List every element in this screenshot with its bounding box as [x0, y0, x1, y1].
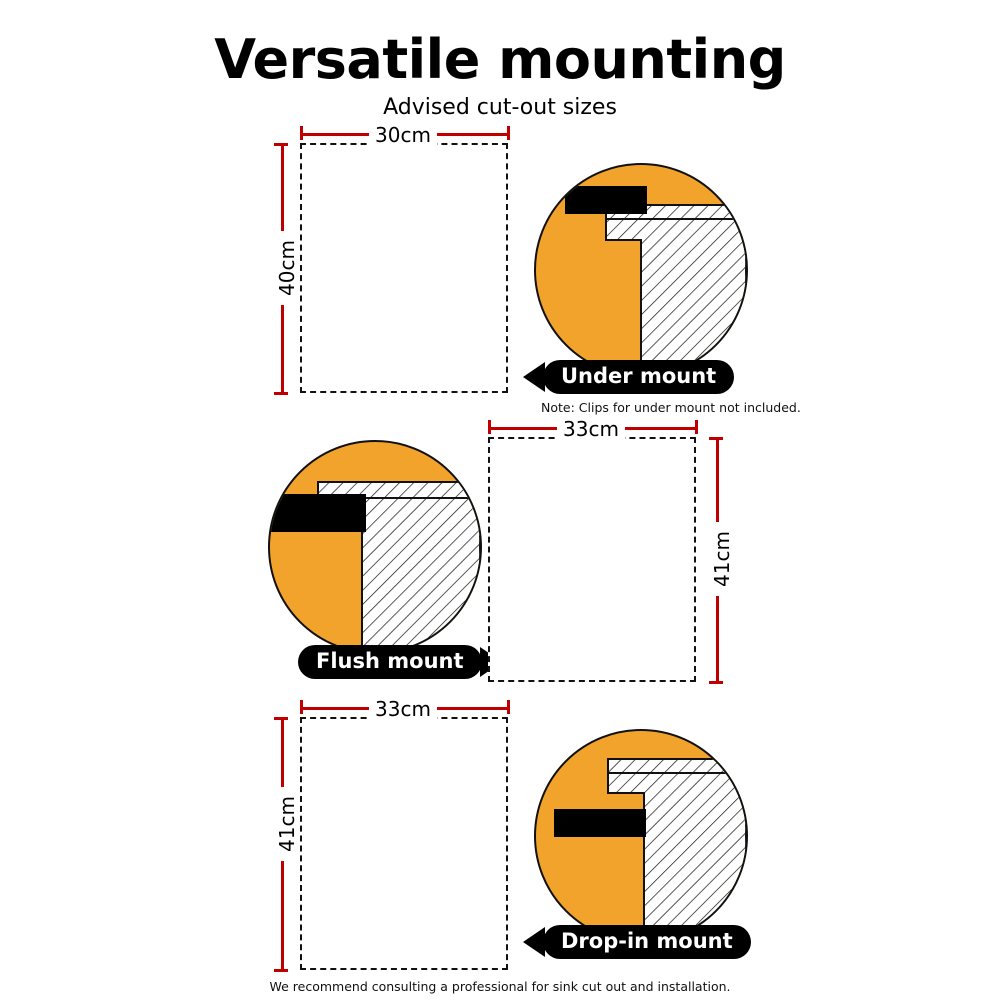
arrow-left-icon	[523, 927, 545, 957]
badge-under-mount	[523, 360, 734, 394]
cutout-rectangle-under-mount	[300, 143, 508, 393]
note-under-mount: Note: Clips for under mount not included.	[541, 400, 801, 415]
cutout-rectangle-flush-mount	[488, 437, 696, 682]
badge-label-drop-in-mount: Drop-in mount	[543, 925, 751, 959]
dimension-cap	[274, 969, 288, 972]
illustration-under-mount	[534, 163, 748, 377]
page-subtitle: Advised cut-out sizes	[383, 95, 617, 120]
dimension-cap	[300, 700, 303, 714]
cutout-rectangle-drop-in-mount	[300, 717, 508, 970]
badge-label-under-mount: Under mount	[543, 360, 734, 394]
badge-flush-mount	[298, 645, 502, 679]
dimension-cap	[274, 143, 288, 146]
arrow-left-icon	[523, 362, 545, 392]
dimension-cap	[300, 126, 303, 140]
badge-drop-in-mount	[523, 925, 751, 959]
dimension-label-height-drop-in-mount: 41cm	[275, 787, 299, 861]
dimension-cap	[709, 681, 723, 684]
illustration-flush-mount	[268, 440, 482, 654]
dimension-label-height-flush-mount: 41cm	[710, 522, 734, 596]
dimension-cap	[274, 392, 288, 395]
illustration-drop-in-mount	[534, 729, 748, 943]
dimension-label-width-drop-in-mount: 33cm	[369, 697, 437, 721]
dimension-cap	[695, 420, 698, 434]
dimension-label-width-under-mount: 30cm	[369, 123, 437, 147]
dimension-cap	[488, 420, 491, 434]
footer-note: We recommend consulting a professional for sink cut out and installation.	[269, 979, 731, 994]
dimension-cap	[274, 717, 288, 720]
dimension-cap	[507, 126, 510, 140]
badge-label-flush-mount: Flush mount	[298, 645, 482, 679]
dimension-label-width-flush-mount: 33cm	[557, 417, 625, 441]
dimension-label-height-under-mount: 40cm	[275, 231, 299, 305]
page-title: Versatile mounting	[214, 28, 786, 91]
dimension-cap	[709, 437, 723, 440]
dimension-cap	[507, 700, 510, 714]
